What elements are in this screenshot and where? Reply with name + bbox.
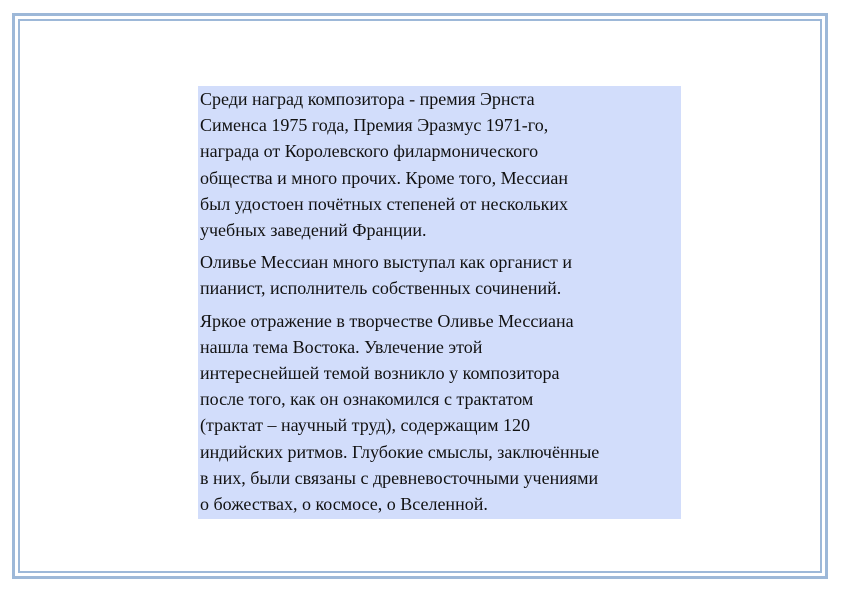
text-line: награда от Королевского филармонического <box>200 141 539 162</box>
text-line: индийских ритмов. Глубокие смыслы, заключённые <box>200 441 600 462</box>
text-line: был удостоен почётных степеней от нескольких <box>200 193 569 214</box>
text-line: Яркое отражение в творчестве Оливье Мессиана <box>200 310 574 331</box>
text-line: общества и много прочих. Кроме того, Мессиан <box>200 167 569 188</box>
text-line: о божествах, о космосе, о Вселенной. <box>200 494 488 515</box>
text-line: Среди наград композитора - премия Эрнста <box>200 89 535 109</box>
text-line: после того, как он ознакомился с трактатом <box>200 389 534 410</box>
text-line: нашла тема Востока. Увлечение этой <box>200 336 483 357</box>
text-line: Оливье Мессиан много выступал как органист и <box>200 252 573 273</box>
text-line: Сименса 1975 года, Премия Эразмус 1971-го, <box>200 115 549 136</box>
text-line: (трактат – научный труд), содержащим 120 <box>200 415 530 436</box>
paragraph-orient <box>200 308 681 518</box>
paragraph-performer <box>200 249 681 301</box>
text-line: учебных заведений Франции. <box>200 220 427 241</box>
text-line: пианист, исполнитель собственных сочинений. <box>200 278 562 299</box>
text-block <box>198 86 681 519</box>
paragraph-awards <box>200 86 681 243</box>
text-line: интереснейшей темой возникло у композитора <box>200 363 560 384</box>
text-line: в них, были связаны с древневосточными учениями <box>200 467 599 488</box>
